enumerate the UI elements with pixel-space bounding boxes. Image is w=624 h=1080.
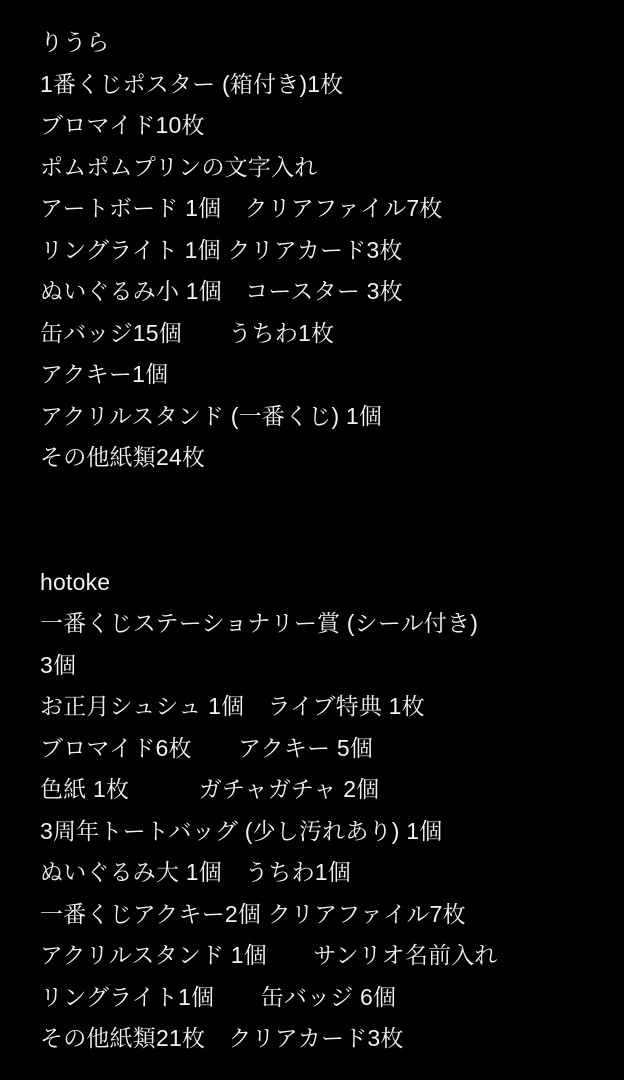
list-item: 3周年トートバッグ (少し汚れあり) 1個 [40,817,443,844]
list-item: 色紙 1枚 ガチャガチャ 2個 [40,776,380,802]
list-item: りうら [40,29,110,55]
list-item: ブロマイド10枚 [40,112,205,138]
list-item: 一番くじアクキー2個 クリアファイル7枚 [40,900,466,927]
list-item: hotoke [40,568,111,595]
inventory-block-hotoke [40,562,600,1060]
list-item: ポムポムプリンの文字入れ [40,153,318,180]
list-item: リングライト1個 缶バッジ 6個 [40,983,397,1010]
list-item: アクリルスタンド 1個 サンリオ名前入れ [40,942,498,968]
list-item: 1番くじポスター (箱付き)1枚 [40,70,344,97]
inventory-block-riura [40,22,600,479]
list-item: リングライト 1個 クリアカード3枚 [40,236,403,263]
list-item: お正月シュシュ 1個 ライブ特典 1枚 [40,693,425,719]
list-item: ぬいぐるみ大 1個 うちわ1個 [40,859,351,885]
list-item: アートボード 1個 クリアファイル7枚 [40,195,443,221]
list-item: その他紙類21枚 クリアカード3枚 [40,1025,404,1051]
block-separator [40,479,600,562]
list-item: その他紙類24枚 [40,444,206,470]
list-item: アクキー1個 [40,361,169,387]
list-item: ブロマイド6枚 アクキー 5個 [40,734,374,761]
list-item: 一番くじステーショナリー賞 (シール付き) [40,610,479,636]
list-item: 3個 [40,651,77,678]
list-item: 缶バッジ15個 うちわ1枚 [40,319,335,346]
list-item: アクリルスタンド (一番くじ) 1個 [40,402,383,429]
list-item: ぬいぐるみ小 1個 コースター 3枚 [40,278,403,304]
